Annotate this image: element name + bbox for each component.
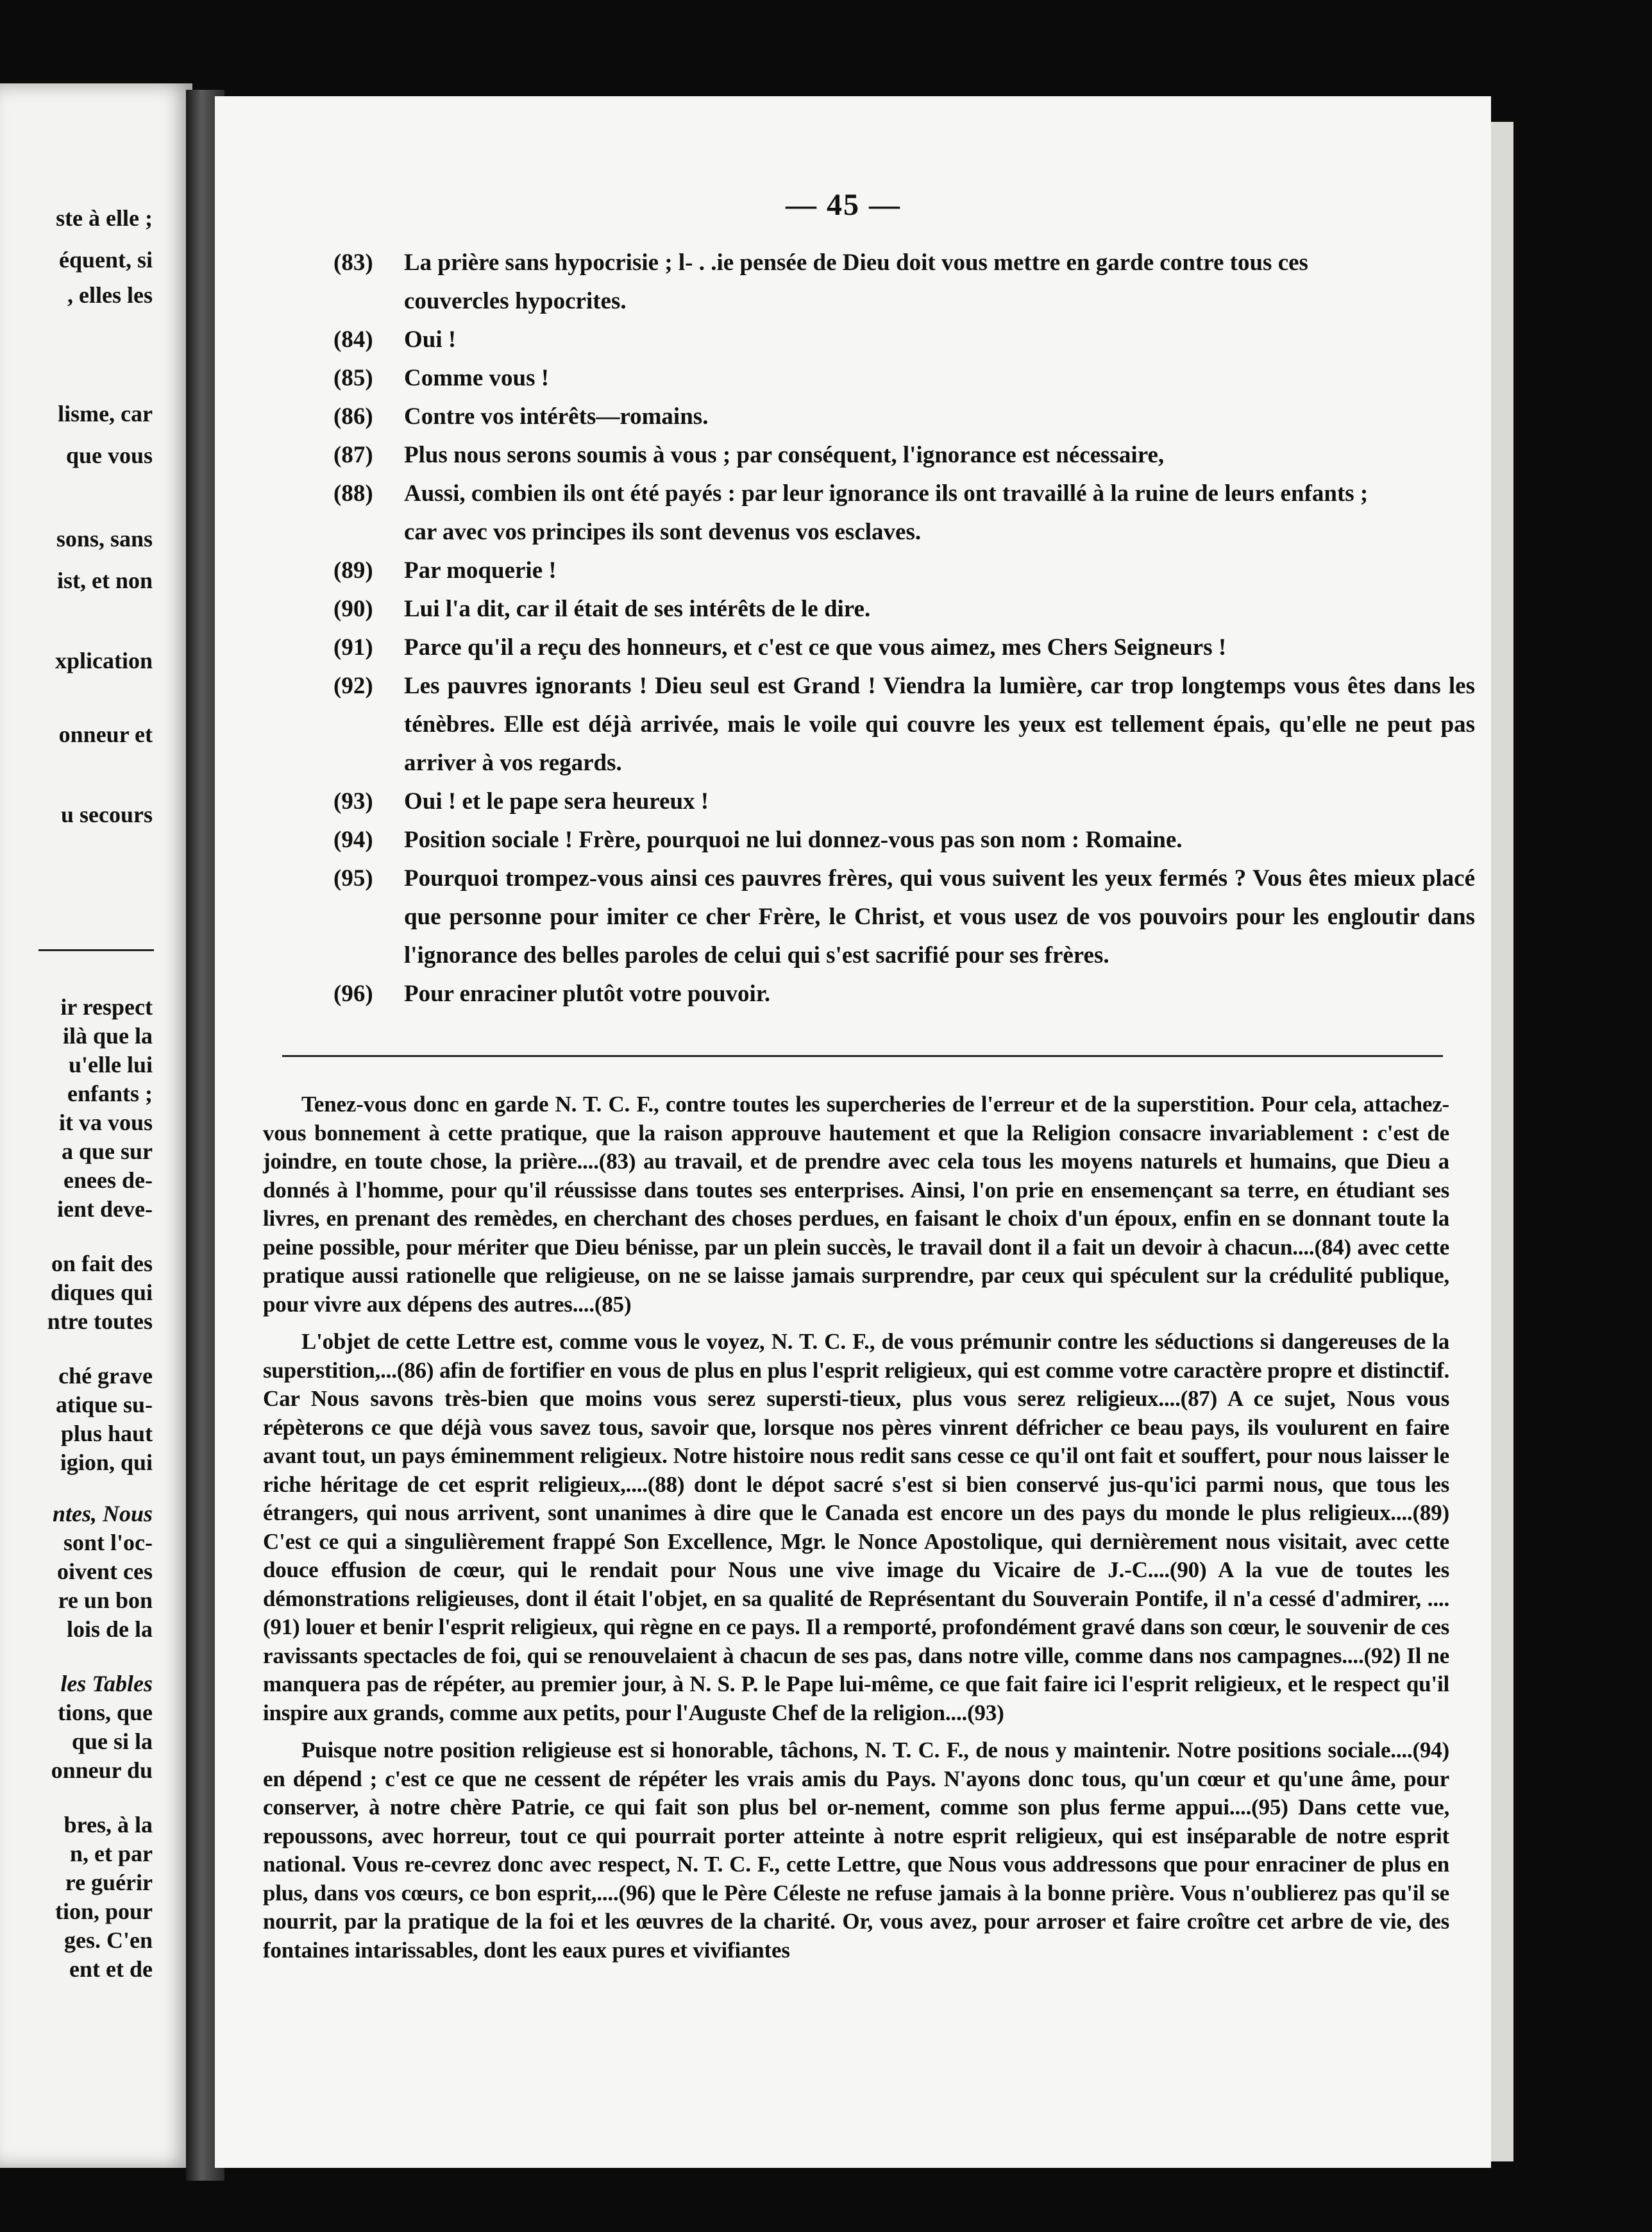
left-page-line: , elles les [67,282,153,308]
left-page-line: tion, pour [55,1898,153,1924]
left-page-line: ir respect [60,994,153,1020]
footnote [333,782,1475,821]
left-page-line: ché grave [58,1363,153,1389]
footnote [333,859,1475,975]
footnote-number: (83) [333,249,373,276]
left-page-line: ntes, Nous [52,1501,153,1526]
left-page-line: ilà que la [62,1023,153,1049]
footnote-text: Position sociale ! Frère, pourquoi ne lui donnez-vous pas son nom : Romaine. [404,827,1183,853]
left-page-line: atique su- [55,1392,153,1417]
left-page-line: sons, sans [56,526,153,552]
footnote-text: La prière sans hypocrisie ; l- . .ie pensée de Dieu doit vous mettre en garde contre tous ces [404,249,1308,276]
body-text [263,1090,1449,1974]
footnote-text: Les pauvres ignorants ! Dieu seul est Grand ! Viendra la lumière, car trop longtemps vous êtes dans les ténèbres. Elle est déjà arrivée, mais le voile qui couvre les yeux est tellement épais, qu'elle ne peut pas arriver à vos regards. [404,673,1475,776]
left-page-line: u secours [61,802,153,827]
left-page-line: it va vous [58,1110,153,1135]
left-page-line: que vous [65,443,153,468]
footnote-text: Pour enraciner plutôt votre pouvoir. [404,981,771,1007]
left-page-line: igion, qui [60,1450,153,1475]
footnote-text: Comme vous ! [404,365,550,391]
body-paragraph: Puisque notre position religieuse est si honorable, tâchons, N. T. C. F., de nous y maintenir. Notre positions sociale....(94) en dépend ; c'est ce que ne cessent de répéter les vrais amis du Pays. N'ayons donc tous, qu'un cœur et qu'une âme, pour conserver, à notre chère Patrie, ce qui fait son plus bel or-nement, comme son plus ferme appui....(95) Dans cette vue, repoussons, avec horreur, tout ce qui pourrait porter atteinte à notre esprit religieux, qui est inséparable de notre esprit national. Vous re-cevrez donc avec respect, N. T. C. F., cette Lettre, que Nous vous addressons que pour enraciner de plus en plus, dans vos cœurs, ce bon esprit,....(96) que le Père Céleste ne refuse jamais à la bonne prière. Vous n'oublierez pas qu'il se nourrit, par la pratique de la foi et les œuvres de la charité. Or, vous avez, pour arroser et faire croître cet arbre de vie, des fontaines intarissables, dont les eaux pures et vivifiantes [263,1737,1449,1963]
footnote-number: (95) [333,865,373,892]
footnote-number: (88) [333,480,373,507]
footnote-number: (84) [333,326,373,353]
footnote-number: (85) [333,365,373,391]
left-page-line: enfants ; [67,1081,153,1106]
footnote [333,436,1475,475]
left-page-line: oivent ces [57,1559,153,1584]
footnote-number: (91) [333,634,373,661]
footnote-text: Contre vos intérêts—romains. [404,403,709,430]
footnote [333,590,1475,629]
left-page-line: ges. C'en [64,1927,153,1953]
footnote-text-continued: couvercles hypocrites. [404,288,627,314]
left-page-line: enees de- [63,1167,153,1193]
left-page-line: les Tables [60,1671,153,1696]
footnotes-list [333,244,1475,1013]
left-page-line: équent, si [58,247,153,273]
left-page-line: re un bon [58,1587,153,1613]
footnote-text: Plus nous serons soumis à vous ; par conséquent, l'ignorance est nécessaire, [404,442,1165,468]
left-page-line: xplication [55,648,153,673]
footnote-text-continued: car avec vos principes ils sont devenus vos esclaves. [404,519,922,545]
footnote [333,398,1475,436]
body-paragraph: Tenez-vous donc en garde N. T. C. F., contre toutes les supercheries de l'erreur et de la superstition. Pour cela, attachez-vous bonnement à cette pratique, que la raison approuve hautement et que la Religion consacre invariablement : c'est de joindre, en toute chose, la prière....(83) au travail, et de prendre avec cela tous les moyens naturels et humains, que Dieu a donnés à l'homme, pour qu'il réussisse dans toutes ses enterprises. Ainsi, l'on prie en ensemençant sa terre, en étudiant ses livres, en prenant des remèdes, en cherchant des choses perdues, en faisant le choix d'un époux, enfin en se donnant toute la peine possible, pour mériter que Dieu bénisse, par un plein succès, le travail dont il a fait un devoir à chacun....(84) avec cette pratique aussi rationelle que religieuse, on ne se laisse jamais surprendre, par ceux qui spéculent sur la crédulité publique, pour vivre aux dépens des autres....(85) [263,1092,1449,1317]
left-page-line: n, et par [70,1841,153,1866]
left-page-line: bres, à la [63,1812,153,1838]
footnote-number: (90) [333,596,373,622]
left-page-line: ent et de [69,1956,153,1982]
page-number: — 45 — [786,188,901,222]
footnote-text: Oui ! et le pape sera heureux ! [404,788,709,815]
left-page-line: a que sur [61,1138,153,1164]
footnote [333,359,1475,398]
page-edge [1488,122,1513,2161]
section-rule [282,1055,1443,1057]
left-page-line: onneur du [51,1757,153,1783]
left-page-line: diques qui [50,1280,153,1305]
left-page-line: on fait des [51,1251,153,1276]
footnote-text: Pourquoi trompez-vous ainsi ces pauvres frères, qui vous suivent les yeux fermés ? Vous êtes mieux placé que personne pour imiter ce cher Frère, le Christ, et vous usez de vos pouvoirs pour les engloutir dans l'ignorance des belles paroles de celui qui s'est sacrifié pour ses frères. [404,865,1475,968]
footnote-text: Lui l'a dit, car il était de ses intérêts de le dire. [404,596,871,622]
footnote-number: (93) [333,788,373,815]
left-page-line: ntre toutes [47,1308,153,1334]
footnote-number: (89) [333,557,373,584]
left-page-line: tions, que [57,1700,153,1725]
footnote-number: (92) [333,673,373,699]
left-page-line: ist, et non [56,568,153,593]
left-page-line: plus haut [60,1421,153,1446]
left-page-rule [38,949,154,951]
footnote-number: (86) [333,403,373,430]
footnote [333,475,1475,552]
footnote-number: (87) [333,442,373,468]
footnote [333,244,1475,321]
left-page-line: ient deve- [57,1196,153,1222]
left-page-line: u'elle lui [68,1052,153,1078]
left-page-line: ste à elle ; [56,205,153,231]
left-page-line: re guérir [65,1870,153,1895]
left-page-line: sont l'oc- [63,1530,153,1555]
left-page-line: lois de la [66,1616,153,1642]
footnote [333,321,1475,359]
footnote [333,667,1475,782]
footnote-number: (96) [333,981,373,1007]
left-page-line: que si la [71,1729,153,1754]
footnote-text: Oui ! [404,326,457,353]
left-page-line: lisme, car [58,401,153,427]
footnote-text: Par moquerie ! [404,557,557,584]
body-paragraph: L'objet de cette Lettre est, comme vous le voyez, N. T. C. F., de vous prémunir contre les séductions si dangereuses de la superstition,...(86) afin de fortifier en vous de plus en plus l'esprit religieux, qui est comme votre caractère propre et distinctif. Car Nous savons très-bien que moins vous serez supersti-tieux, plus vous serez religieux....(87) A ce sujet, Nous vous répèterons ce que déjà vous savez tous, savoir que, lorsque nos pères vinrent défricher ce beau pays, ils voulurent en faire avant tout, un pays éminemment religieux. Notre histoire nous redit sans cesse ce qu'il ont fait et souffert, pour nous laisser le riche héritage de cet esprit religieux,....(88) dont le dépot sacré s'est si bien conservé jus-qu'ici parmi nous, que tous les étrangers, qui nous arrivent, sont unanimes à dire que le Canada est encore un des pays du monde le plus religieux....(89) C'est ce qui a singulièrement frappé Son Excellence, Mgr. le Nonce Apostolique, qui dernièrement nous visitait, avec cette douce effusion de cœur, qui le rendait pour Nous une vive image du Vicaire de J.-C....(90) A la vue de toutes les démonstrations religieuses, dont il était l'objet, en sa qualité de Représentant du Souverain Pontife, il n'a cessé d'admirer, ....(91) louer et benir l'esprit religieux, qui règne en ce pays. Il a remporté, profondément gravé dans son cœur, le souvenir de ces ravissants spectacles de foi, qui se renouvelaient à chacun de ses pas, dans notre ville, comme dans nos campagnes....(92) Il ne manquera pas de répéter, au premier jour, à N. S. P. le Pape lui-même, ce que fait faire ici l'esprit religieux, et le respect qu'il inspire aux grands, comme aux petits, pour l'Auguste Chef de la religion....(93) [263,1329,1449,1725]
left-page [0,83,192,2168]
footnote-text: Parce qu'il a reçu des honneurs, et c'est ce que vous aimez, mes Chers Seigneurs ! [404,634,1227,661]
footnote [333,821,1475,859]
footnote [333,552,1475,590]
left-page-line: onneur et [58,722,153,747]
footnote-number: (94) [333,827,373,853]
footnote [333,975,1475,1013]
footnote-text: Aussi, combien ils ont été payés : par leur ignorance ils ont travaillé à la ruine de leurs enfants ; [404,480,1369,507]
footnote [333,629,1475,667]
